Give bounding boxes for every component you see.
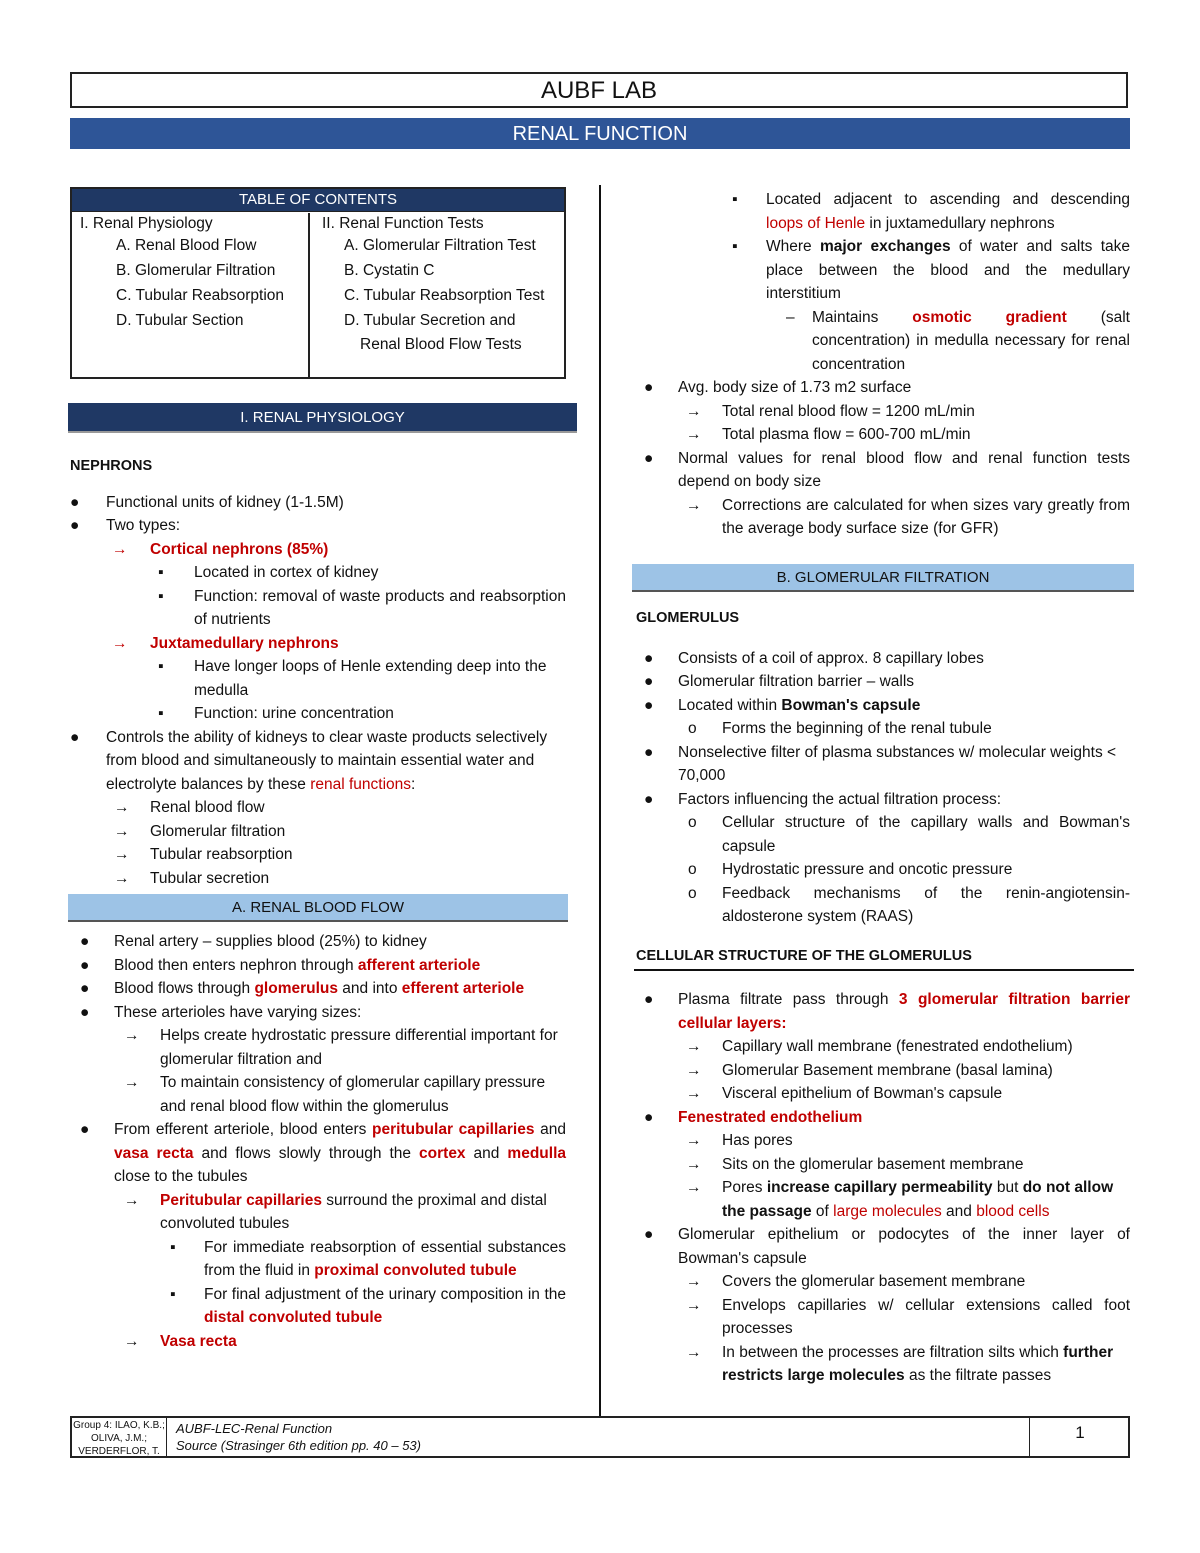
list-item: ● Glomerular epithelium or podocytes of the inner layer of Bowman's capsule — [644, 1226, 1130, 1267]
item-text: in juxtamedullary nephrons — [865, 214, 1055, 232]
red-text: cortex — [419, 1144, 466, 1162]
item-text: Blood then enters nephron through — [114, 956, 358, 974]
bold-text: do not allow the passage — [722, 1179, 1114, 1220]
red-text: afferent arteriole — [357, 956, 481, 974]
item-text: Plasma filtrate pass through — [678, 991, 899, 1008]
red-text: blood cells — [976, 1202, 1050, 1220]
list-item: → Juxtamedullary nephrons — [112, 634, 339, 652]
list-item: ● Functional units of kidney (1-1.5M) — [70, 493, 344, 511]
red-text: osmotic gradient — [912, 308, 1067, 326]
list-item: → Envelops capillaries w/ cellular extensions called foot processes — [686, 1296, 1130, 1337]
list-item: → To maintain consistency of glomerular capillary pressure and renal blood flow within the glomerulus — [124, 1074, 546, 1115]
item-text: Located adjacent to ascending and descending — [766, 191, 1130, 208]
document-title: AUBF LAB — [70, 72, 1128, 108]
red-text: Peritubular capillaries — [160, 1191, 322, 1209]
item-text: Total plasma flow = 600-700 mL/min — [722, 426, 971, 443]
list-item: ● These arterioles have varying sizes: — [80, 1003, 362, 1021]
glomerulus-heading: GLOMERULUS — [636, 610, 740, 626]
item-text: Located in cortex of kidney — [194, 564, 379, 581]
item-text: Tubular secretion — [150, 869, 270, 887]
item-text: Renal blood flow — [150, 799, 265, 816]
item-text: Glomerular epithelium or podocytes of the inner layer of Bowman's capsule — [678, 1226, 1130, 1267]
list-item: → Has pores — [686, 1132, 793, 1149]
footer-course: AUBF-LEC-Renal Function — [176, 1421, 333, 1436]
red-text: loops of Henle — [766, 214, 866, 232]
item-text: surround the proximal and distal convoluted tubules — [160, 1191, 547, 1232]
item-text: Avg. body size of 1.73 m2 surface — [678, 379, 912, 396]
list-item: → Covers the glomerular basement membrane — [686, 1273, 1026, 1290]
list-item: → Capillary wall membrane (fenestrated endothelium) — [686, 1038, 1073, 1055]
list-item: o Hydrostatic pressure and oncotic pressure — [688, 861, 1013, 878]
item-text: Have longer loops of Henle extending deep into the medulla — [194, 658, 547, 699]
renal-blood-flow-content — [80, 930, 566, 1353]
item-text: Glomerular filtration barrier – walls — [678, 673, 915, 690]
item-text: and into — [338, 980, 402, 997]
item-text: Functional units of kidney (1-1.5M) — [106, 493, 344, 511]
footer-source: Source (Strasinger 6th edition pp. 40 – 53) — [176, 1438, 421, 1453]
item-text: Two types: — [106, 517, 181, 534]
item-text: Renal artery – supplies blood (25%) to kidney — [114, 933, 427, 950]
list-item: ● Glomerular filtration barrier – walls — [644, 673, 915, 690]
list-item: ● Plasma filtrate pass through 3 glomerular filtration barrier cellular layers: — [644, 991, 1131, 1032]
left-column-content — [70, 455, 566, 890]
toc-entry: II. Renal Function Tests — [322, 215, 484, 232]
item-text: To maintain consistency of glomerular capillary pressure and renal blood flow within the glomerulus — [160, 1074, 546, 1115]
list-item: → Corrections are calculated for when sizes vary greatly from the average body surface size (for GFR) — [686, 496, 1130, 537]
footer-course-source — [168, 1418, 1030, 1456]
list-item: ▪ For immediate reabsorption of essential substances from the fluid in proximal convoluted tubule — [170, 1238, 566, 1279]
footer-group: Group 4: ILAO, K.B.; OLIVA, J.M.; VERDERFLOR, T. — [72, 1418, 167, 1456]
item-text: Located within — [678, 696, 782, 714]
red-text: Vasa recta — [160, 1332, 237, 1350]
item-text: Glomerular filtration — [150, 822, 286, 840]
red-text: peritubular capillaries — [372, 1121, 535, 1138]
item-text: Juxtamedullary nephrons — [150, 634, 339, 652]
item-text: Pores — [722, 1179, 767, 1196]
item-text: Total renal blood flow = 1200 mL/min — [722, 402, 975, 420]
toc-entry: A. Glomerular Filtration Test — [344, 237, 536, 254]
list-item: → Helps create hydrostatic pressure differential important for glomerular filtration and — [124, 1027, 558, 1068]
list-item: → Pores increase capillary permeability but do not allow the passage of large molecules and blood cells — [686, 1179, 1114, 1220]
item-text: Has pores — [722, 1132, 793, 1149]
list-item: o Cellular structure of the capillary walls and Bowman's capsule — [688, 814, 1130, 855]
list-item: ● Factors influencing the actual filtration process: — [644, 790, 1002, 808]
list-item: o Feedback mechanisms of the renin-angiotensin-aldosterone system (RAAS) — [688, 884, 1130, 925]
list-item: → In between the processes are filtration silts which further restricts large molecules as the filtrate passes — [686, 1343, 1114, 1384]
item-text: Cellular structure of the capillary walls and Bowman's capsule — [722, 814, 1130, 855]
list-item: → Visceral epithelium of Bowman's capsule — [686, 1085, 1003, 1102]
list-item: → Vasa recta — [124, 1332, 237, 1350]
item-text: Function: urine concentration — [194, 705, 394, 722]
toc-entry: D. Tubular Section — [116, 312, 244, 329]
red-text: vasa recta — [114, 1144, 194, 1162]
item-text: For final adjustment of the urinary composition in the — [204, 1285, 566, 1303]
list-item: – Maintains osmotic gradient (salt concentration) in medulla necessary for renal concentration — [786, 308, 1130, 373]
item-text: Helps create hydrostatic pressure differential important for glomerular filtration and — [160, 1027, 558, 1068]
cellular-structure-content — [636, 988, 1130, 1388]
list-item: ▪ Located adjacent to ascending and descending loops of Henle in juxtamedullary nephrons — [732, 191, 1130, 232]
list-item: ▪ Function: removal of waste products and reabsorption of nutrients — [158, 587, 566, 628]
item-text: Hydrostatic pressure and oncotic pressure — [722, 861, 1013, 878]
glomerulus-content — [636, 607, 1130, 929]
item-text: From efferent arteriole, blood enters — [114, 1121, 373, 1138]
list-item: ● Two types: — [70, 517, 181, 534]
red-text: Fenestrated endothelium — [678, 1108, 863, 1126]
page-number: 1 — [1075, 1423, 1085, 1442]
list-item: → Sits on the glomerular basement membrane — [686, 1155, 1024, 1173]
item-text: Visceral epithelium of Bowman's capsule — [722, 1085, 1003, 1102]
section-glomerular-filtration: B. GLOMERULAR FILTRATION — [632, 564, 1134, 592]
item-text: (salt concentration) in medulla necessary for renal concentration — [812, 308, 1130, 373]
column-divider — [599, 185, 601, 1418]
section-renal-blood-flow: A. RENAL BLOOD FLOW — [68, 894, 568, 922]
toc-right-column — [310, 213, 564, 377]
item-text: and flows slowly through the — [193, 1144, 420, 1162]
list-item: ● Renal artery – supplies blood (25%) to kidney — [80, 933, 427, 950]
list-item: o Forms the beginning of the renal tubule — [688, 720, 992, 737]
list-item: ● Located within Bowman's capsule — [644, 696, 921, 714]
item-text: Envelops capillaries w/ cellular extensions called foot processes — [722, 1296, 1130, 1337]
item-text: Glomerular Basement membrane (basal lamina) — [722, 1061, 1053, 1079]
item-text: Forms the beginning of the renal tubule — [722, 720, 992, 737]
list-item: ● Blood then enters nephron through afferent arteriole — [80, 956, 481, 974]
table-of-contents — [70, 187, 566, 379]
item-text: Feedback mechanisms of the renin-angiotensin-aldosterone system (RAAS) — [722, 884, 1130, 925]
toc-entry: I. Renal Physiology — [80, 215, 213, 232]
list-item: ● Normal values for renal blood flow and renal function tests depend on body size — [644, 449, 1130, 490]
list-item: → Peritubular capillaries surround the proximal and distal convoluted tubules — [124, 1191, 547, 1232]
toc-entry: A. Renal Blood Flow — [116, 237, 257, 254]
list-item: → Glomerular filtration — [114, 822, 286, 840]
item-text: of — [811, 1202, 834, 1220]
cellular-structure-heading: CELLULAR STRUCTURE OF THE GLOMERULUS — [636, 948, 972, 964]
bold-text: further restricts large molecules — [722, 1343, 1114, 1384]
item-text: Consists of a coil of approx. 8 capillary lobes — [678, 649, 984, 667]
list-item: ● Fenestrated endothelium — [644, 1108, 863, 1126]
item-text: Normal values for renal blood flow and renal function tests depend on body size — [678, 449, 1130, 490]
nephrons-heading: NEPHRONS — [70, 458, 153, 474]
red-text: glomerulus — [254, 980, 338, 997]
item-text: Cortical nephrons (85%) — [150, 540, 329, 558]
bold-text: increase capillary permeability — [766, 1179, 993, 1196]
red-text: large molecules — [833, 1202, 942, 1220]
item-text: and — [941, 1202, 977, 1220]
toc-entry: B. Cystatin C — [344, 262, 435, 279]
item-text: In between the processes are filtration silts which — [722, 1343, 1064, 1361]
list-item: ▪ Located in cortex of kidney — [158, 564, 379, 581]
red-text: renal functions — [310, 775, 412, 793]
item-text: but — [992, 1179, 1023, 1196]
list-item: ▪ Where major exchanges of water and salts take place between the blood and the medullary interstitium — [732, 238, 1130, 302]
toc-entry: Renal Blood Flow Tests — [360, 336, 522, 353]
red-text: 3 glomerular filtration barrier cellular layers: — [678, 991, 1131, 1032]
page-footer — [70, 1416, 1130, 1458]
list-item: → Tubular secretion — [114, 869, 270, 887]
right-column-content — [636, 188, 1130, 541]
section-renal-physiology: I. RENAL PHYSIOLOGY — [68, 403, 577, 433]
item-text: Covers the glomerular basement membrane — [722, 1273, 1026, 1290]
bold-text: major exchanges — [819, 238, 951, 255]
red-text: medulla — [507, 1144, 566, 1162]
list-item: ● From efferent arteriole, blood enters peritubular capillaries and vasa recta and flows slowly through the cortex and medulla close to the tubules — [80, 1121, 566, 1185]
item-text: Sits on the glomerular basement membrane — [722, 1155, 1024, 1173]
toc-entry: B. Glomerular Filtration — [116, 262, 276, 279]
list-item: ● Blood flows through glomerulus and into efferent arteriole — [80, 980, 525, 997]
toc-entry: C. Tubular Reabsorption Test — [344, 287, 545, 304]
item-text: Blood flows through — [114, 980, 255, 997]
list-item: ▪ Function: urine concentration — [158, 705, 394, 722]
item-text: Maintains — [812, 308, 913, 326]
red-text: efferent arteriole — [401, 980, 525, 997]
list-item: ▪ Have longer loops of Henle extending deep into the medulla — [158, 658, 547, 699]
list-item: → Glomerular Basement membrane (basal lamina) — [686, 1061, 1053, 1079]
item-text: Nonselective filter of plasma substances w/ molecular weights < 70,000 — [678, 743, 1117, 784]
list-item: → Renal blood flow — [114, 799, 265, 816]
item-text: Controls the ability of kidneys to clear waste products selectively from blood and simultaneously to maintain essential water and electrolyte balances by these — [106, 728, 548, 793]
red-text: distal convoluted tubule — [204, 1309, 383, 1326]
list-item: ● Nonselective filter of plasma substances w/ molecular weights < 70,000 — [644, 743, 1117, 784]
item-text: as the filtrate passes — [904, 1367, 1052, 1384]
toc-left-column — [72, 213, 310, 377]
list-item: → Total renal blood flow = 1200 mL/min — [686, 402, 975, 420]
item-text: and — [465, 1144, 508, 1162]
item-text: Tubular reabsorption — [150, 846, 293, 863]
list-item: ● Consists of a coil of approx. 8 capillary lobes — [644, 649, 984, 667]
item-text: For immediate reabsorption of essential substances from the fluid in — [204, 1238, 566, 1279]
item-text: : — [411, 775, 416, 793]
heading-rule — [634, 969, 1134, 971]
item-text: close to the tubules — [114, 1168, 248, 1185]
list-item: ● Controls the ability of kidneys to clear waste products selectively from blood and simultaneously to maintain essential water and electrolyte balances by these renal functions: — [70, 728, 548, 793]
list-item: ● Avg. body size of 1.73 m2 surface — [644, 379, 912, 396]
item-text: and — [534, 1121, 566, 1138]
list-item: → Tubular reabsorption — [114, 846, 293, 863]
item-text: These arterioles have varying sizes: — [114, 1003, 362, 1021]
item-text: Capillary wall membrane (fenestrated endothelium) — [722, 1038, 1073, 1055]
toc-entry: D. Tubular Secretion and — [344, 312, 516, 329]
item-text: Corrections are calculated for when sizes vary greatly from the average body surface size (for GFR) — [722, 496, 1130, 537]
list-item: ▪ For final adjustment of the urinary composition in the distal convoluted tubule — [170, 1285, 566, 1326]
document-subtitle: RENAL FUNCTION — [70, 118, 1130, 149]
item-text: of water and salts take place between the blood and the medullary interstitium — [766, 238, 1130, 302]
item-text: Where — [766, 238, 820, 255]
toc-entry: C. Tubular Reabsorption — [116, 287, 285, 304]
list-item: → Total plasma flow = 600-700 mL/min — [686, 426, 971, 443]
list-item: → Cortical nephrons (85%) — [112, 540, 329, 558]
toc-title: TABLE OF CONTENTS — [72, 189, 564, 212]
item-text: Function: removal of waste products and reabsorption of nutrients — [194, 587, 566, 628]
bold-text: Bowman's capsule — [781, 696, 921, 714]
item-text: Factors influencing the actual filtration process: — [678, 790, 1002, 808]
red-text: proximal convoluted tubule — [314, 1262, 517, 1279]
